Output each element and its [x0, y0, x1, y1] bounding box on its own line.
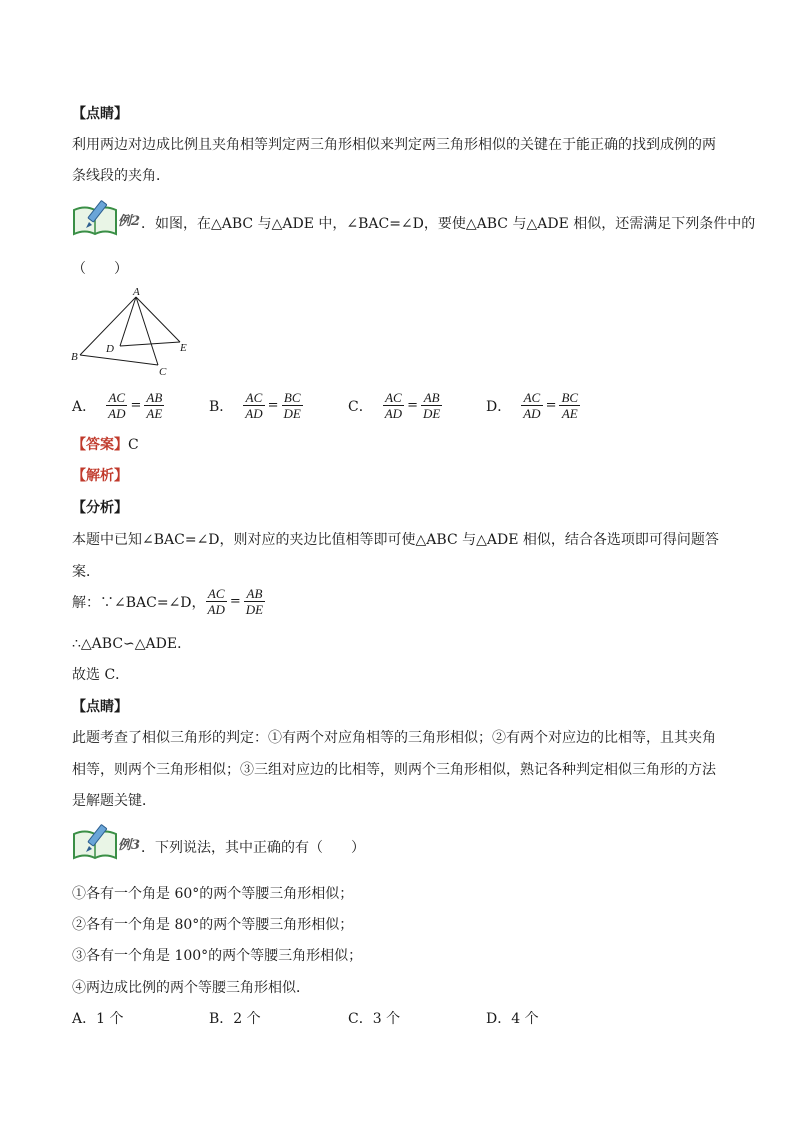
dianjing-text-line1: 利用两边对边成比例且夹角相等判定两三角形相似来判定两三角形相似的关键在于能正确的找到成例的两 — [72, 137, 716, 153]
ex3-option-a[interactable]: A．1 个 — [72, 1011, 124, 1027]
option-a-fraction-left: $\frac{AC}{AD}$ — [108, 390, 126, 421]
option-c-label: C． — [348, 398, 373, 415]
option-d[interactable]: D． $\frac{AC}{AD}$ = $\frac{BC}{AE}$ — [486, 390, 579, 421]
dianjing-2-line3: 是解题关键． — [72, 793, 156, 809]
option-d-fraction-right: $\frac{BC}{AE}$ — [561, 390, 579, 421]
triangle-figure — [66, 285, 196, 380]
option-d-label: D． — [486, 398, 512, 415]
vertex-label-b: B — [71, 351, 78, 363]
option-c[interactable]: C． $\frac{AC}{AD}$ = $\frac{AB}{DE}$ — [348, 390, 441, 421]
fenxi-tag: 【分析】 — [72, 500, 128, 516]
statement-4: ④两边成比例的两个等腰三角形相似． — [72, 980, 310, 996]
vertex-label-a: A — [133, 286, 140, 298]
dianjing-heading: 【点睛】 — [72, 106, 128, 122]
statement-3: ③各有一个角是 100°的两个等腰三角形相似； — [72, 948, 363, 964]
option-c-fraction-left: $\frac{AC}{AD}$ — [384, 390, 403, 421]
answer-line — [72, 434, 139, 454]
option-b-fraction-left: $\frac{AC}{AD}$ — [245, 390, 263, 421]
analysis-line2: 案． — [72, 564, 100, 580]
option-b-label: B． — [209, 398, 234, 415]
analysis-line1: 本题中已知∠BAC=∠D，则对应的夹边比值相等即可使△ABC 与△ADE 相似，结合各选项即可得问题答 — [72, 532, 719, 548]
option-a-label: A． — [72, 398, 97, 415]
example-2-label: 例2 — [118, 214, 141, 229]
statement-2: ②各有一个角是 80°的两个等腰三角形相似； — [72, 917, 354, 933]
ex3-option-d[interactable]: D．4 个 — [486, 1011, 539, 1027]
answer-tag: 【答案】 — [72, 437, 128, 453]
solution-line3: 故选 C． — [72, 667, 130, 683]
option-b-fraction-right: $\frac{BC}{DE}$ — [283, 390, 301, 421]
solution-fraction-left: $\frac{AC}{AD}$ — [207, 586, 225, 617]
vertex-label-c: C — [159, 366, 167, 378]
statement-1: ①各有一个角是 60°的两个等腰三角形相似； — [72, 886, 354, 902]
example-2-question-line2: （ ） — [72, 261, 128, 277]
vertex-label-e: E — [180, 342, 187, 354]
dianjing-2-heading: 【点睛】 — [72, 699, 128, 715]
option-b[interactable]: B． $\frac{AC}{AD}$ = $\frac{BC}{DE}$ — [209, 390, 301, 421]
solution-line2: ∴△ABC∽△ADE． — [72, 636, 192, 652]
solution-fraction-right: $\frac{AB}{DE}$ — [245, 586, 264, 617]
example-2-question-line1: ．如图，在△ABC 与△ADE 中，∠BAC=∠D，要使△ABC 与△ADE 相似，还需满足下列条件中的 — [141, 216, 756, 232]
example-3-label: 例3 — [118, 838, 141, 853]
ex3-option-b[interactable]: B．2 个 — [209, 1011, 261, 1027]
solution-prefix: 解：∵∠BAC=∠D， — [72, 594, 206, 611]
option-c-fraction-right: $\frac{AB}{DE}$ — [422, 390, 441, 421]
example-book-pencil-icon — [72, 822, 118, 862]
example-book-pencil-icon — [72, 198, 118, 238]
option-d-fraction-left: $\frac{AC}{AD}$ — [523, 390, 541, 421]
dianjing-2-line1: 此题考查了相似三角形的判定：①有两个对应角相等的三角形相似；②有两个对应边的比相等，且其夹角 — [72, 730, 716, 746]
option-a-fraction-right: $\frac{AB}{AE}$ — [146, 390, 163, 421]
solution-line1: 解：∵∠BAC=∠D， $\frac{AC}{AD}$ = $\frac{AB}{DE}$ — [72, 586, 264, 617]
option-a[interactable]: A． $\frac{AC}{AD}$ = $\frac{AB}{AE}$ — [72, 390, 163, 421]
vertex-label-d: D — [106, 343, 114, 355]
dianjing-2-line2: 相等，则两个三角形相似；③三组对应边的比相等，则两个三角形相似，熟记各种判定相似三角形的方法 — [72, 762, 716, 778]
answer-value: C — [128, 437, 139, 453]
example-3-question: ．下列说法，其中正确的有（ ） — [141, 840, 365, 856]
ex3-option-c[interactable]: C．3 个 — [348, 1011, 401, 1027]
jiexi-tag: 【解析】 — [72, 468, 128, 484]
dianjing-text-line2: 条线段的夹角． — [72, 168, 170, 184]
